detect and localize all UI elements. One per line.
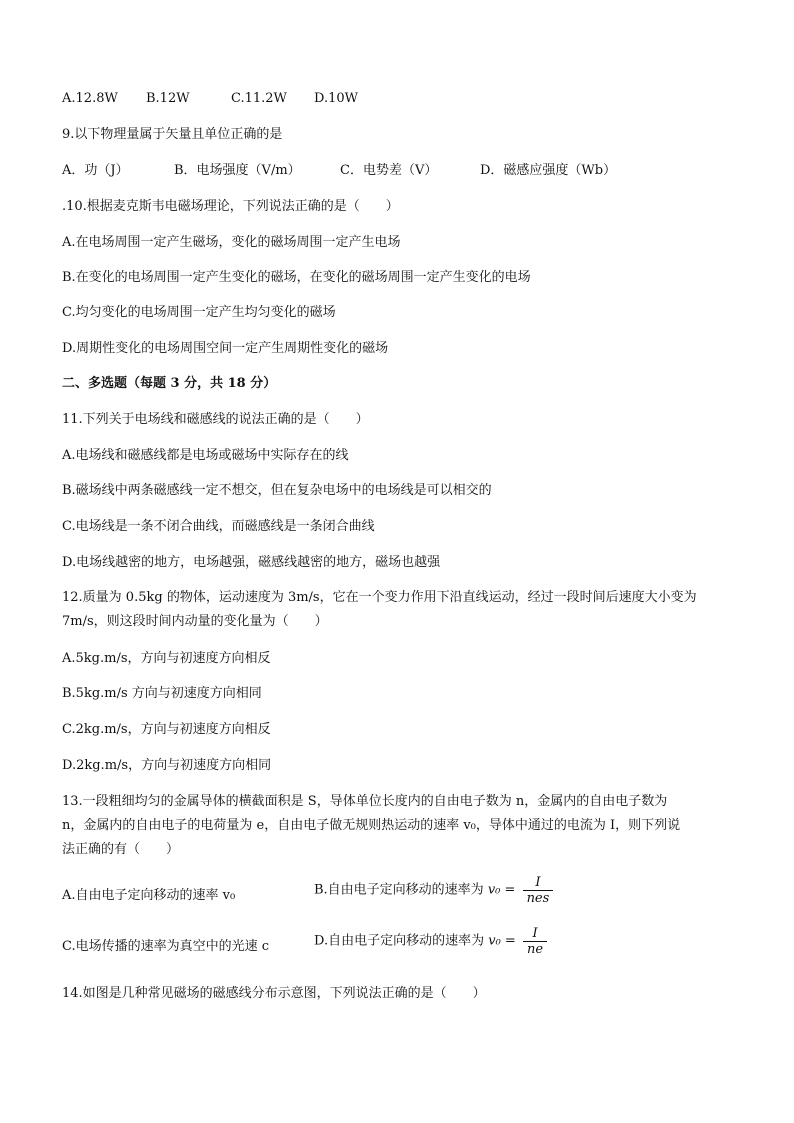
q8-options bbox=[62, 90, 358, 108]
q12-option-d: D.2kg.m/s，方向与初速度方向相同 bbox=[62, 758, 272, 773]
q11-option-b: B.磁场线中两条磁感线一定不想交，但在复杂电场中的电场线是可以相交的 bbox=[62, 483, 492, 498]
q11-stem: 11.下列关于电场线和磁感线的说法正确的是（ ） bbox=[62, 412, 369, 427]
q10-option-d: D.周期性变化的电场周围空间一定产生周期性变化的磁场 bbox=[62, 341, 389, 356]
q12-option-a: A.5kg.m/s，方向与初速度方向相反 bbox=[62, 651, 271, 666]
q13-option-b-numerator: I bbox=[535, 875, 541, 890]
q13-option-d-denominator: ne bbox=[526, 942, 544, 957]
q8-option-c: C.11.2W bbox=[231, 91, 287, 106]
q9-stem: 9.以下物理量属于矢量且单位正确的是 bbox=[62, 127, 283, 142]
q13-option-d-text: D.自由电子定向移动的速率为 bbox=[314, 933, 485, 949]
q13-option-d-fraction bbox=[523, 926, 547, 957]
q13-option-d-lhs: v₀ = bbox=[488, 933, 516, 949]
q14-stem: 14.如图是几种常见磁场的磁感线分布示意图，下列说法正确的是（ ） bbox=[62, 986, 486, 1001]
q13-option-d-numerator: I bbox=[532, 926, 538, 941]
q8-option-b: B.12W bbox=[146, 91, 190, 106]
q8-option-a: A.12.8W bbox=[62, 91, 118, 106]
q13-option-b bbox=[314, 875, 553, 906]
q9-option-d: D．磁感应强度（Wb） bbox=[480, 163, 617, 178]
q13-option-b-lhs: v₀ = bbox=[487, 882, 516, 898]
q13-option-b-fraction bbox=[523, 875, 554, 906]
q9-option-b: B．电场强度（V/m） bbox=[174, 163, 301, 178]
q11-option-d: D.电场线越密的地方，电场越强，磁感线越密的地方，磁场也越强 bbox=[62, 555, 441, 570]
q11-option-a: A.电场线和磁感线都是电场或磁场中实际存在的线 bbox=[62, 448, 349, 463]
q10-stem: .10.根据麦克斯韦电磁场理论，下列说法正确的是（ ） bbox=[62, 199, 399, 214]
q12-option-c: C.2kg.m/s，方向与初速度方向相反 bbox=[62, 722, 271, 737]
q12-stem-line2: 7m/s，则这段时间内动量的变化量为（ ） bbox=[62, 614, 328, 629]
q9-options bbox=[62, 162, 616, 180]
section-title: 二、多选题（每题 3 分，共 18 分） bbox=[62, 376, 277, 391]
q10-option-b: B.在变化的电场周围一定产生变化的磁场，在变化的磁场周围一定产生变化的电场 bbox=[62, 270, 531, 285]
q13-option-b-text: B.自由电子定向移动的速率为 bbox=[314, 882, 484, 898]
q13-stem-line1: 13.一段粗细均匀的金属导体的横截面积是 S，导体单位长度内的自由电子数为 n，金属内的自由电子数为 bbox=[62, 794, 668, 809]
q9-option-c: C．电势差（V） bbox=[340, 163, 438, 178]
q8-option-d: D.10W bbox=[314, 91, 358, 106]
q13-option-c: C.电场传播的速率为真空中的光速 c bbox=[62, 939, 270, 954]
q13-option-a: A.自由电子定向移动的速率 v₀ bbox=[62, 888, 236, 903]
q12-option-b: B.5kg.m/s 方向与初速度方向相同 bbox=[62, 686, 262, 701]
q11-option-c: C.电场线是一条不闭合曲线，而磁感线是一条闭合曲线 bbox=[62, 519, 375, 534]
q12-stem-line1: 12.质量为 0.5kg 的物体，运动速度为 3m/s，它在一个变力作用下沿直线运动，经过一段时间后速度大小变为 bbox=[62, 590, 697, 605]
q13-stem-line2: n，金属内的自由电子的电荷量为 e，自由电子做无规则热运动的速率 v₀，导体中通过的电流为 I，则下列说 bbox=[62, 818, 681, 833]
q10-option-a: A.在电场周围一定产生磁场，变化的磁场周围一定产生电场 bbox=[62, 235, 401, 250]
q10-option-c: C.均匀变化的电场周围一定产生均匀变化的磁场 bbox=[62, 305, 336, 320]
q13-option-d bbox=[314, 926, 547, 957]
q13-option-b-denominator: nes bbox=[526, 891, 550, 906]
q9-option-a: A．功（J） bbox=[62, 163, 129, 178]
q13-stem-line3: 法正确的有（ ） bbox=[62, 842, 180, 857]
